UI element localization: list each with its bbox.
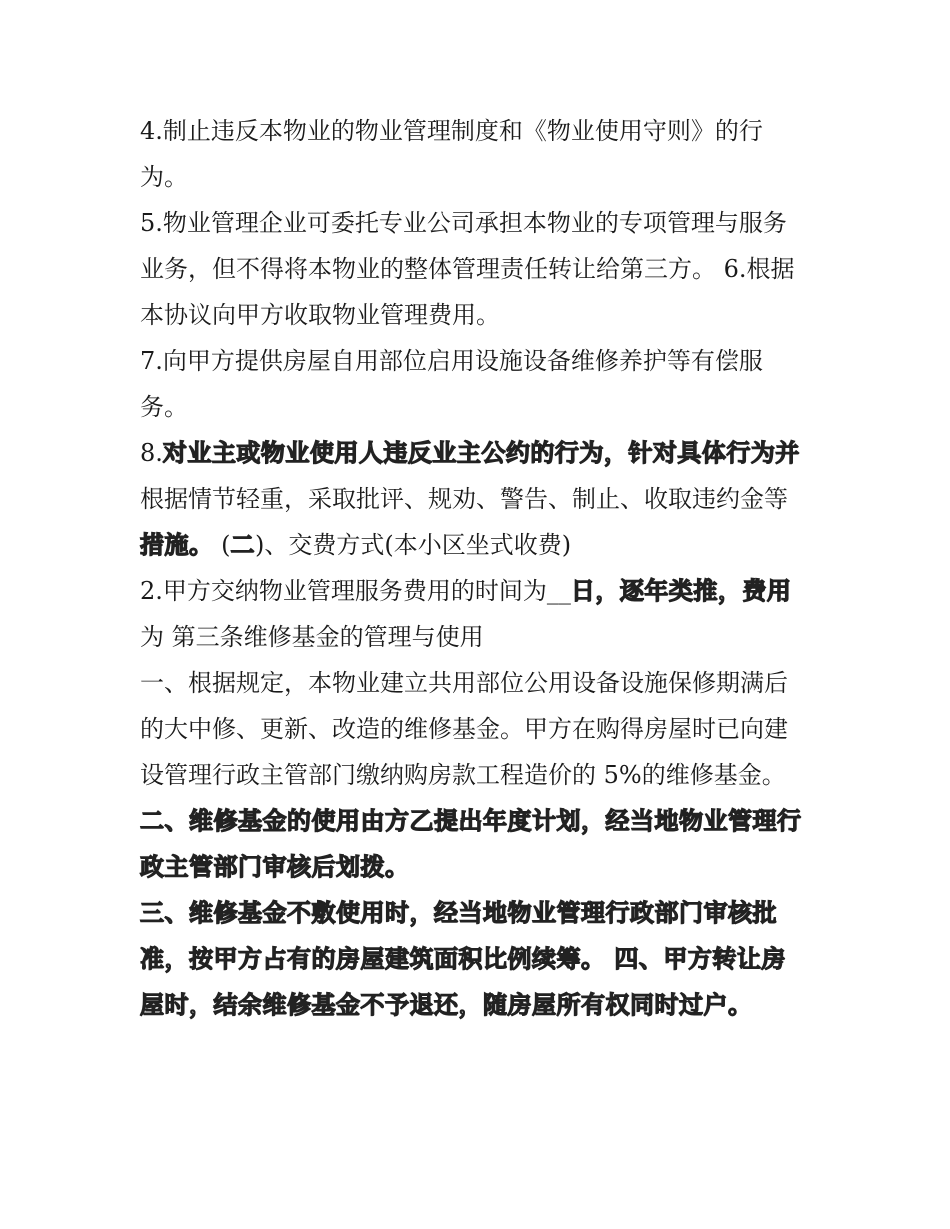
text-span: 业务，但不得将本物业的整体管理责任转让给第三方。 6.根据 [140, 255, 795, 283]
text-line [140, 246, 820, 292]
text-line [140, 522, 820, 568]
text-span: 本协议向甲方收取物业管理费用。 [140, 301, 500, 329]
text-line [140, 384, 820, 430]
text-span: )、交费方式(本小区坐式收费) [255, 531, 572, 559]
text-line [140, 752, 820, 798]
outlined-text-span: 日，逐年类推，费用 [570, 577, 792, 605]
text-line [140, 430, 820, 476]
text-line [140, 154, 820, 200]
outlined-text-span: 二、维修基金的使用由方乙提出年度计划，经当地物业管理行 [140, 807, 802, 835]
outlined-text-span: 屋时，结余维修基金不予退还，随房屋所有权同时过户。 [140, 991, 753, 1019]
outlined-text-span: 对业主或物业使用人违反业主公约的行为，针对具体行为并 [162, 439, 800, 467]
text-line [140, 108, 820, 154]
text-span: 设管理行政主管部门缴纳购房款工程造价的 5%的维修基金。 [140, 761, 786, 789]
text-span: 为。 [140, 163, 188, 191]
text-line [140, 614, 820, 660]
outlined-text-span: 措施。 [140, 531, 214, 559]
text-span: 一、根据规定，本物业建立共用部位公用设备设施保修期满后 [140, 669, 788, 697]
body-text [140, 108, 820, 1028]
text-span: 为 第三条维修基金的管理与使用 [140, 623, 484, 651]
text-span: 2.甲方交纳物业管理服务费用的时间为__ [140, 577, 571, 605]
outlined-text-span: 政主管部门审核后划拨。 [140, 853, 410, 881]
text-line [140, 338, 820, 384]
outlined-text-span: 准，按甲方占有的房屋建筑面积比例续筹。 四、甲方转让房 [140, 945, 786, 973]
text-span: 5.物业管理企业可委托专业公司承担本物业的专项管理与服务 [140, 209, 787, 237]
text-span: 4.制止违反本物业的物业管理制度和《物业使用守则》的行 [140, 117, 763, 145]
text-line [140, 890, 820, 936]
text-span: ( [213, 531, 231, 559]
text-line [140, 936, 820, 982]
text-line [140, 200, 820, 246]
text-line [140, 476, 820, 522]
text-line [140, 292, 820, 338]
text-line [140, 844, 820, 890]
text-span: 8. [140, 439, 163, 467]
outlined-text-span: 三、维修基金不敷使用时，经当地物业管理行政部门审核批 [140, 899, 777, 927]
text-line [140, 706, 820, 752]
text-line [140, 660, 820, 706]
text-line [140, 982, 820, 1028]
text-span: 的大中修、更新、改造的维修基金。甲方在购得房屋时已向建 [140, 715, 788, 743]
text-span: 务。 [140, 393, 188, 421]
outlined-text-span: 二 [230, 531, 255, 559]
text-line [140, 568, 820, 614]
text-span: 根据情节轻重，采取批评、规劝、警告、制止、收取违约金等 [140, 485, 788, 513]
text-span: 7.向甲方提供房屋自用部位启用设施设备维修养护等有偿服 [140, 347, 763, 375]
text-line [140, 798, 820, 844]
